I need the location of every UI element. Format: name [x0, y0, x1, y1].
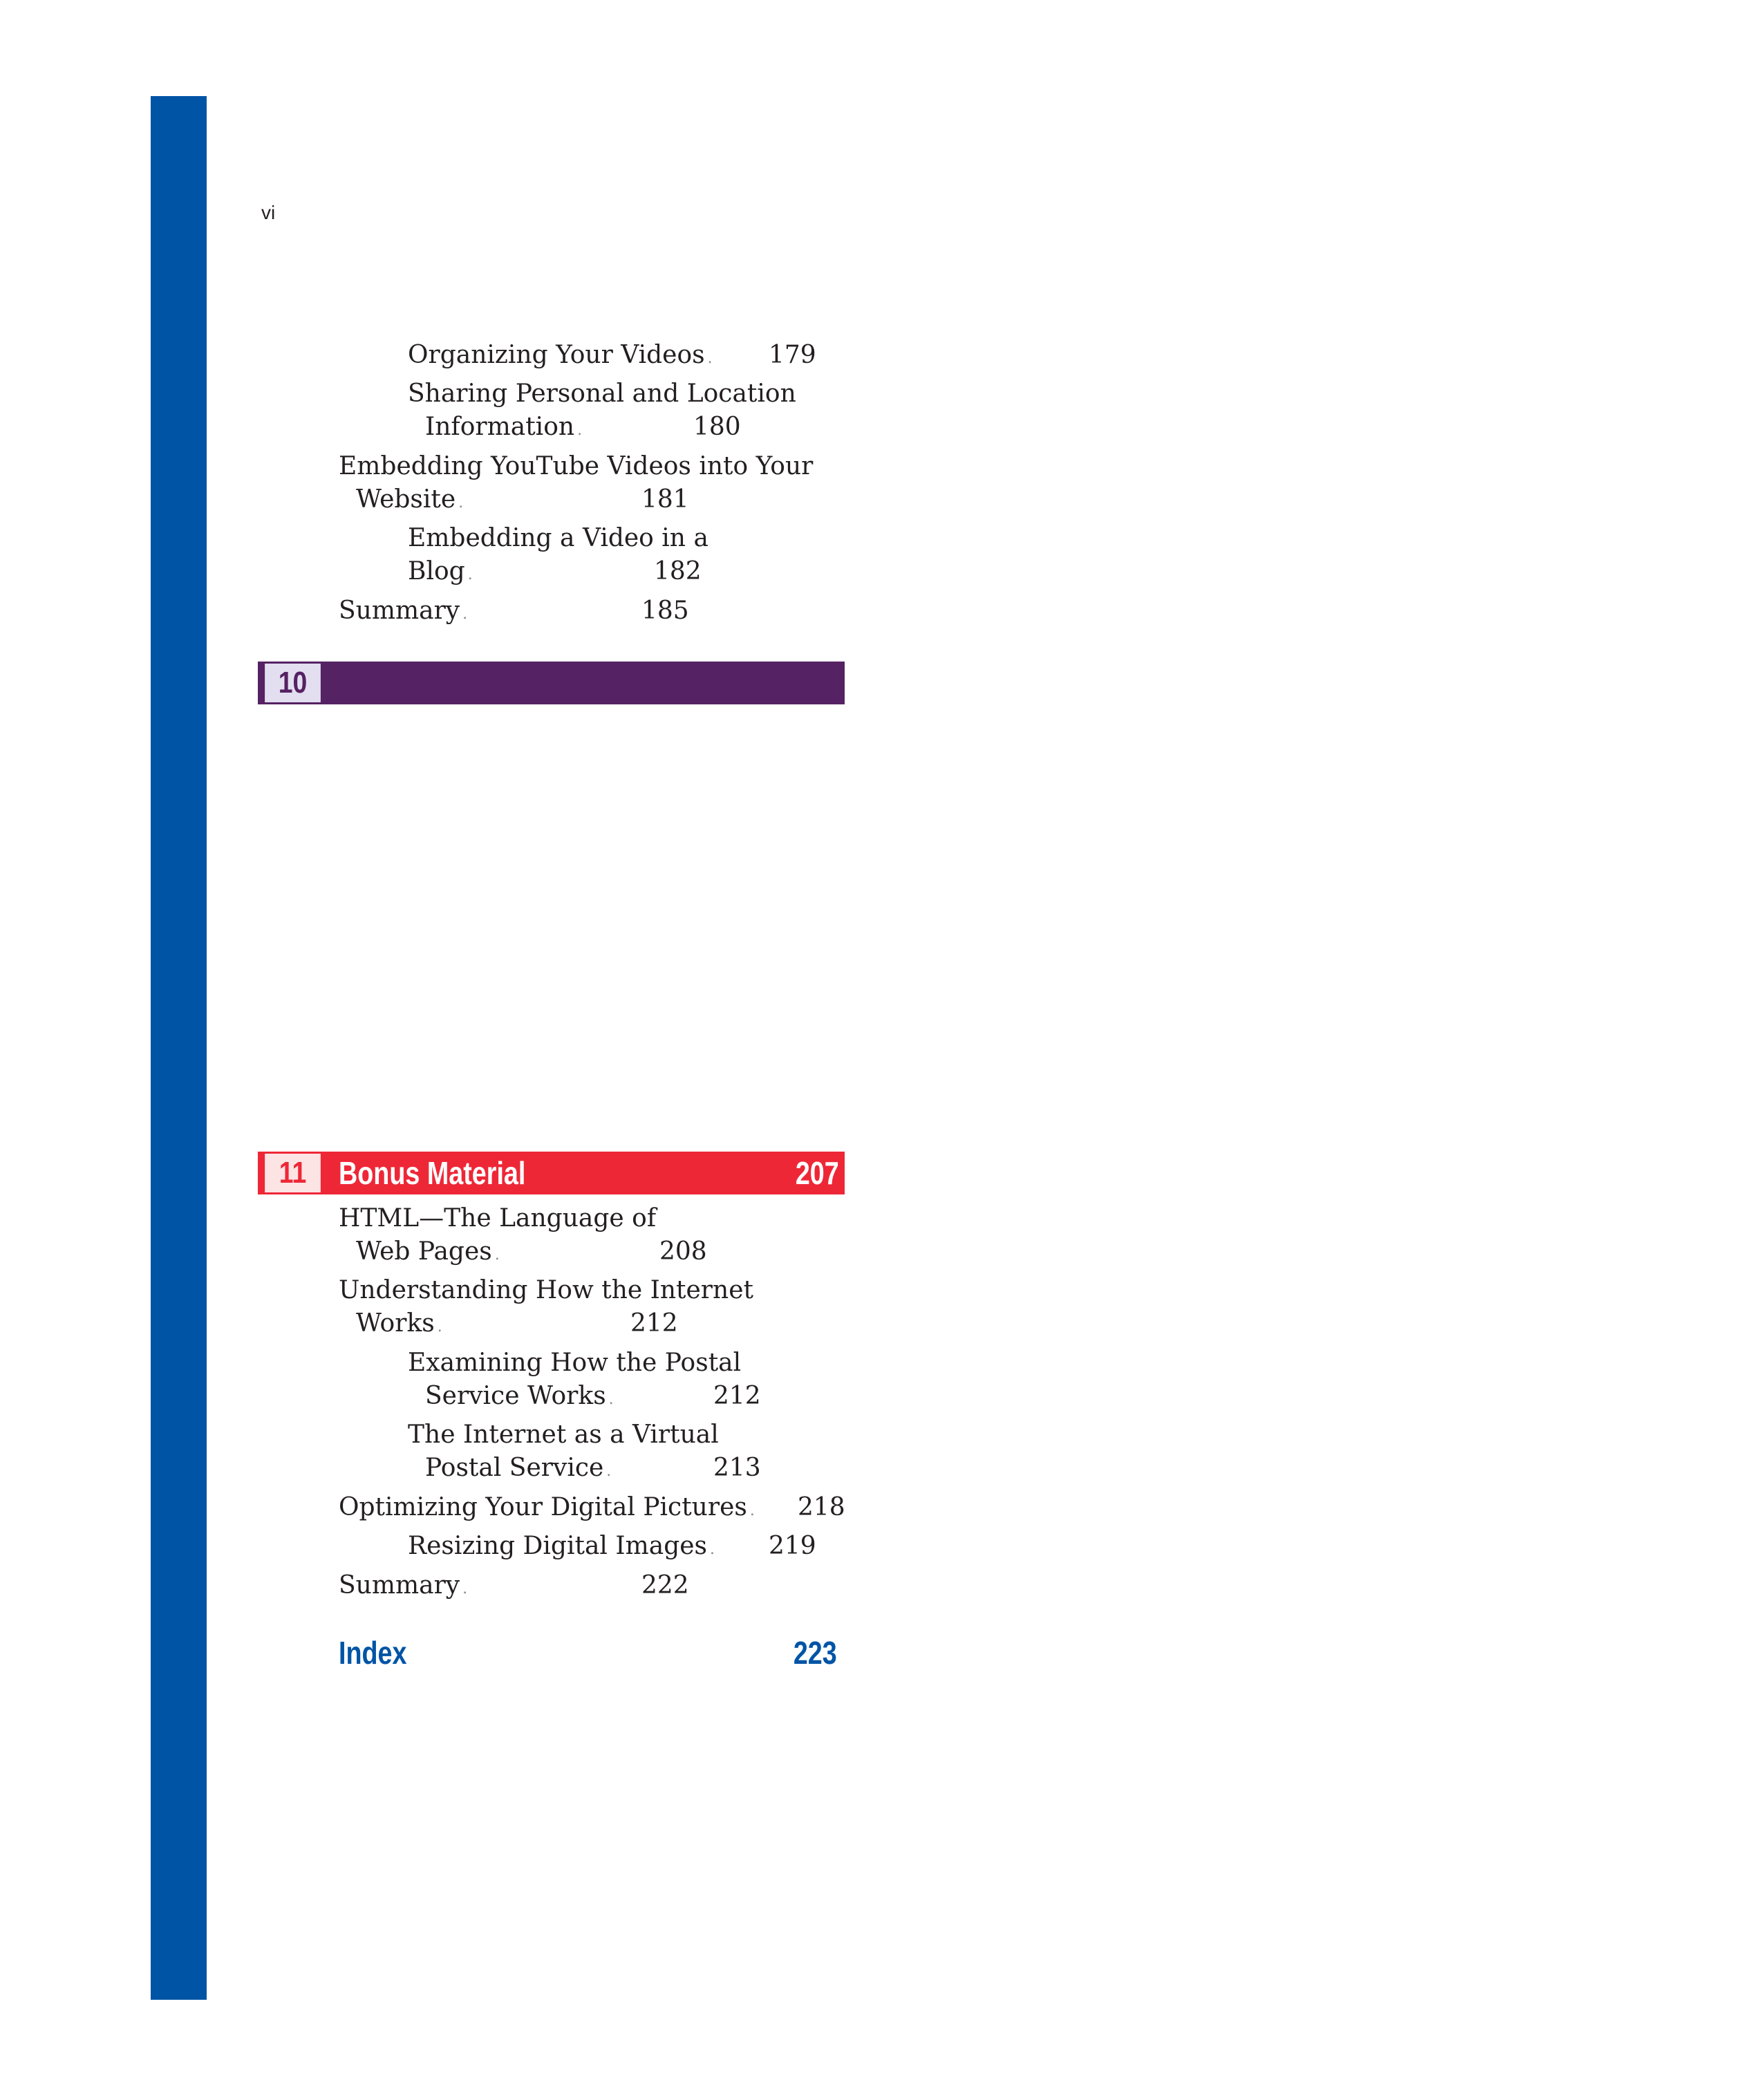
toc-entry[interactable]: Embedding a Video in a Blog . 182 [408, 522, 708, 592]
toc-entry-page: 181 [641, 485, 689, 514]
toc-entry-page: 218 [798, 1493, 845, 1521]
toc-entry-title-continued: Website [356, 485, 456, 514]
toc-entry-page: 208 [659, 1237, 707, 1266]
toc-entry-title: Summary [339, 597, 460, 625]
toc-entry-title: HTML—The Language of [339, 1204, 657, 1232]
toc-entry[interactable]: HTML—The Language of Web Pages . 208 [339, 1202, 656, 1272]
side-color-bar [151, 96, 207, 2000]
toc-entry-title-continued: Service Works [425, 1382, 606, 1410]
toc-entry-title: Resizing Digital Images [408, 1532, 708, 1560]
toc-entry[interactable]: Resizing Digital Images . 219 [408, 1530, 715, 1566]
index-link[interactable]: Index [339, 1635, 407, 1671]
toc-entry[interactable]: The Internet as a Virtual Postal Service . 213 [408, 1418, 719, 1488]
index-page: 223 [794, 1635, 837, 1671]
toc-entry[interactable]: Organizing Your Videos . 179 [408, 339, 713, 375]
toc-entry[interactable]: Understanding How the Internet Works . 212 [339, 1274, 753, 1344]
toc-entry-title: Optimizing Your Digital Pictures [339, 1493, 747, 1521]
toc-entry-title-continued: Web Pages [356, 1237, 492, 1266]
toc-entry-title-continued: Postal Service [425, 1454, 604, 1482]
chapter-10-bar[interactable] [258, 662, 845, 704]
toc-entry-title: Organizing Your Videos [408, 341, 705, 369]
toc-entry-page: 212 [630, 1309, 678, 1338]
toc-entry[interactable]: Embedding YouTube Videos into Your Website . 181 [339, 450, 813, 520]
toc-entry-page: 182 [654, 557, 702, 585]
toc-entry-title-continued: Works [356, 1309, 435, 1338]
chapter-11-bar[interactable] [258, 1152, 845, 1194]
toc-entry-page: 222 [641, 1571, 689, 1600]
toc-entry-title: Embedding YouTube Videos into Your [339, 452, 814, 480]
chapter-number: 10 [265, 664, 321, 702]
toc-entry[interactable]: Sharing Personal and Location Information . 180 [408, 377, 796, 447]
page-number: vi [261, 202, 276, 223]
toc-entry-title: Sharing Personal and Location [408, 379, 796, 408]
toc-entry[interactable]: Examining How the Postal Service Works . 212 [408, 1347, 741, 1416]
toc-entry-page: 219 [769, 1532, 816, 1560]
toc-entry-page: 180 [693, 413, 741, 441]
toc-entry[interactable]: Summary . 185 [339, 594, 467, 631]
toc-entry-page: 212 [713, 1382, 761, 1410]
toc-entry-title: Examining How the Postal [408, 1349, 742, 1377]
toc-entry[interactable]: Summary . 222 [339, 1569, 467, 1606]
toc-entry-page: 179 [769, 341, 816, 369]
toc-entry-title: Summary [339, 1571, 460, 1600]
toc-entry-title: Embedding a Video in a [408, 524, 708, 552]
chapter-title: Bonus Material [339, 1155, 526, 1191]
toc-entry-page: 213 [713, 1454, 761, 1482]
toc-entry-title: The Internet as a Virtual [408, 1421, 719, 1449]
toc-entry-title-continued: Blog [408, 557, 465, 585]
toc-entry-title-continued: Information [425, 413, 575, 441]
chapter-number: 11 [265, 1154, 321, 1192]
chapter-page: 207 [796, 1155, 839, 1191]
toc-entry-title: Understanding How the Internet [339, 1276, 753, 1304]
toc-entry[interactable]: Optimizing Your Digital Pictures . 218 [339, 1491, 755, 1528]
toc-entry-page: 185 [641, 597, 689, 625]
